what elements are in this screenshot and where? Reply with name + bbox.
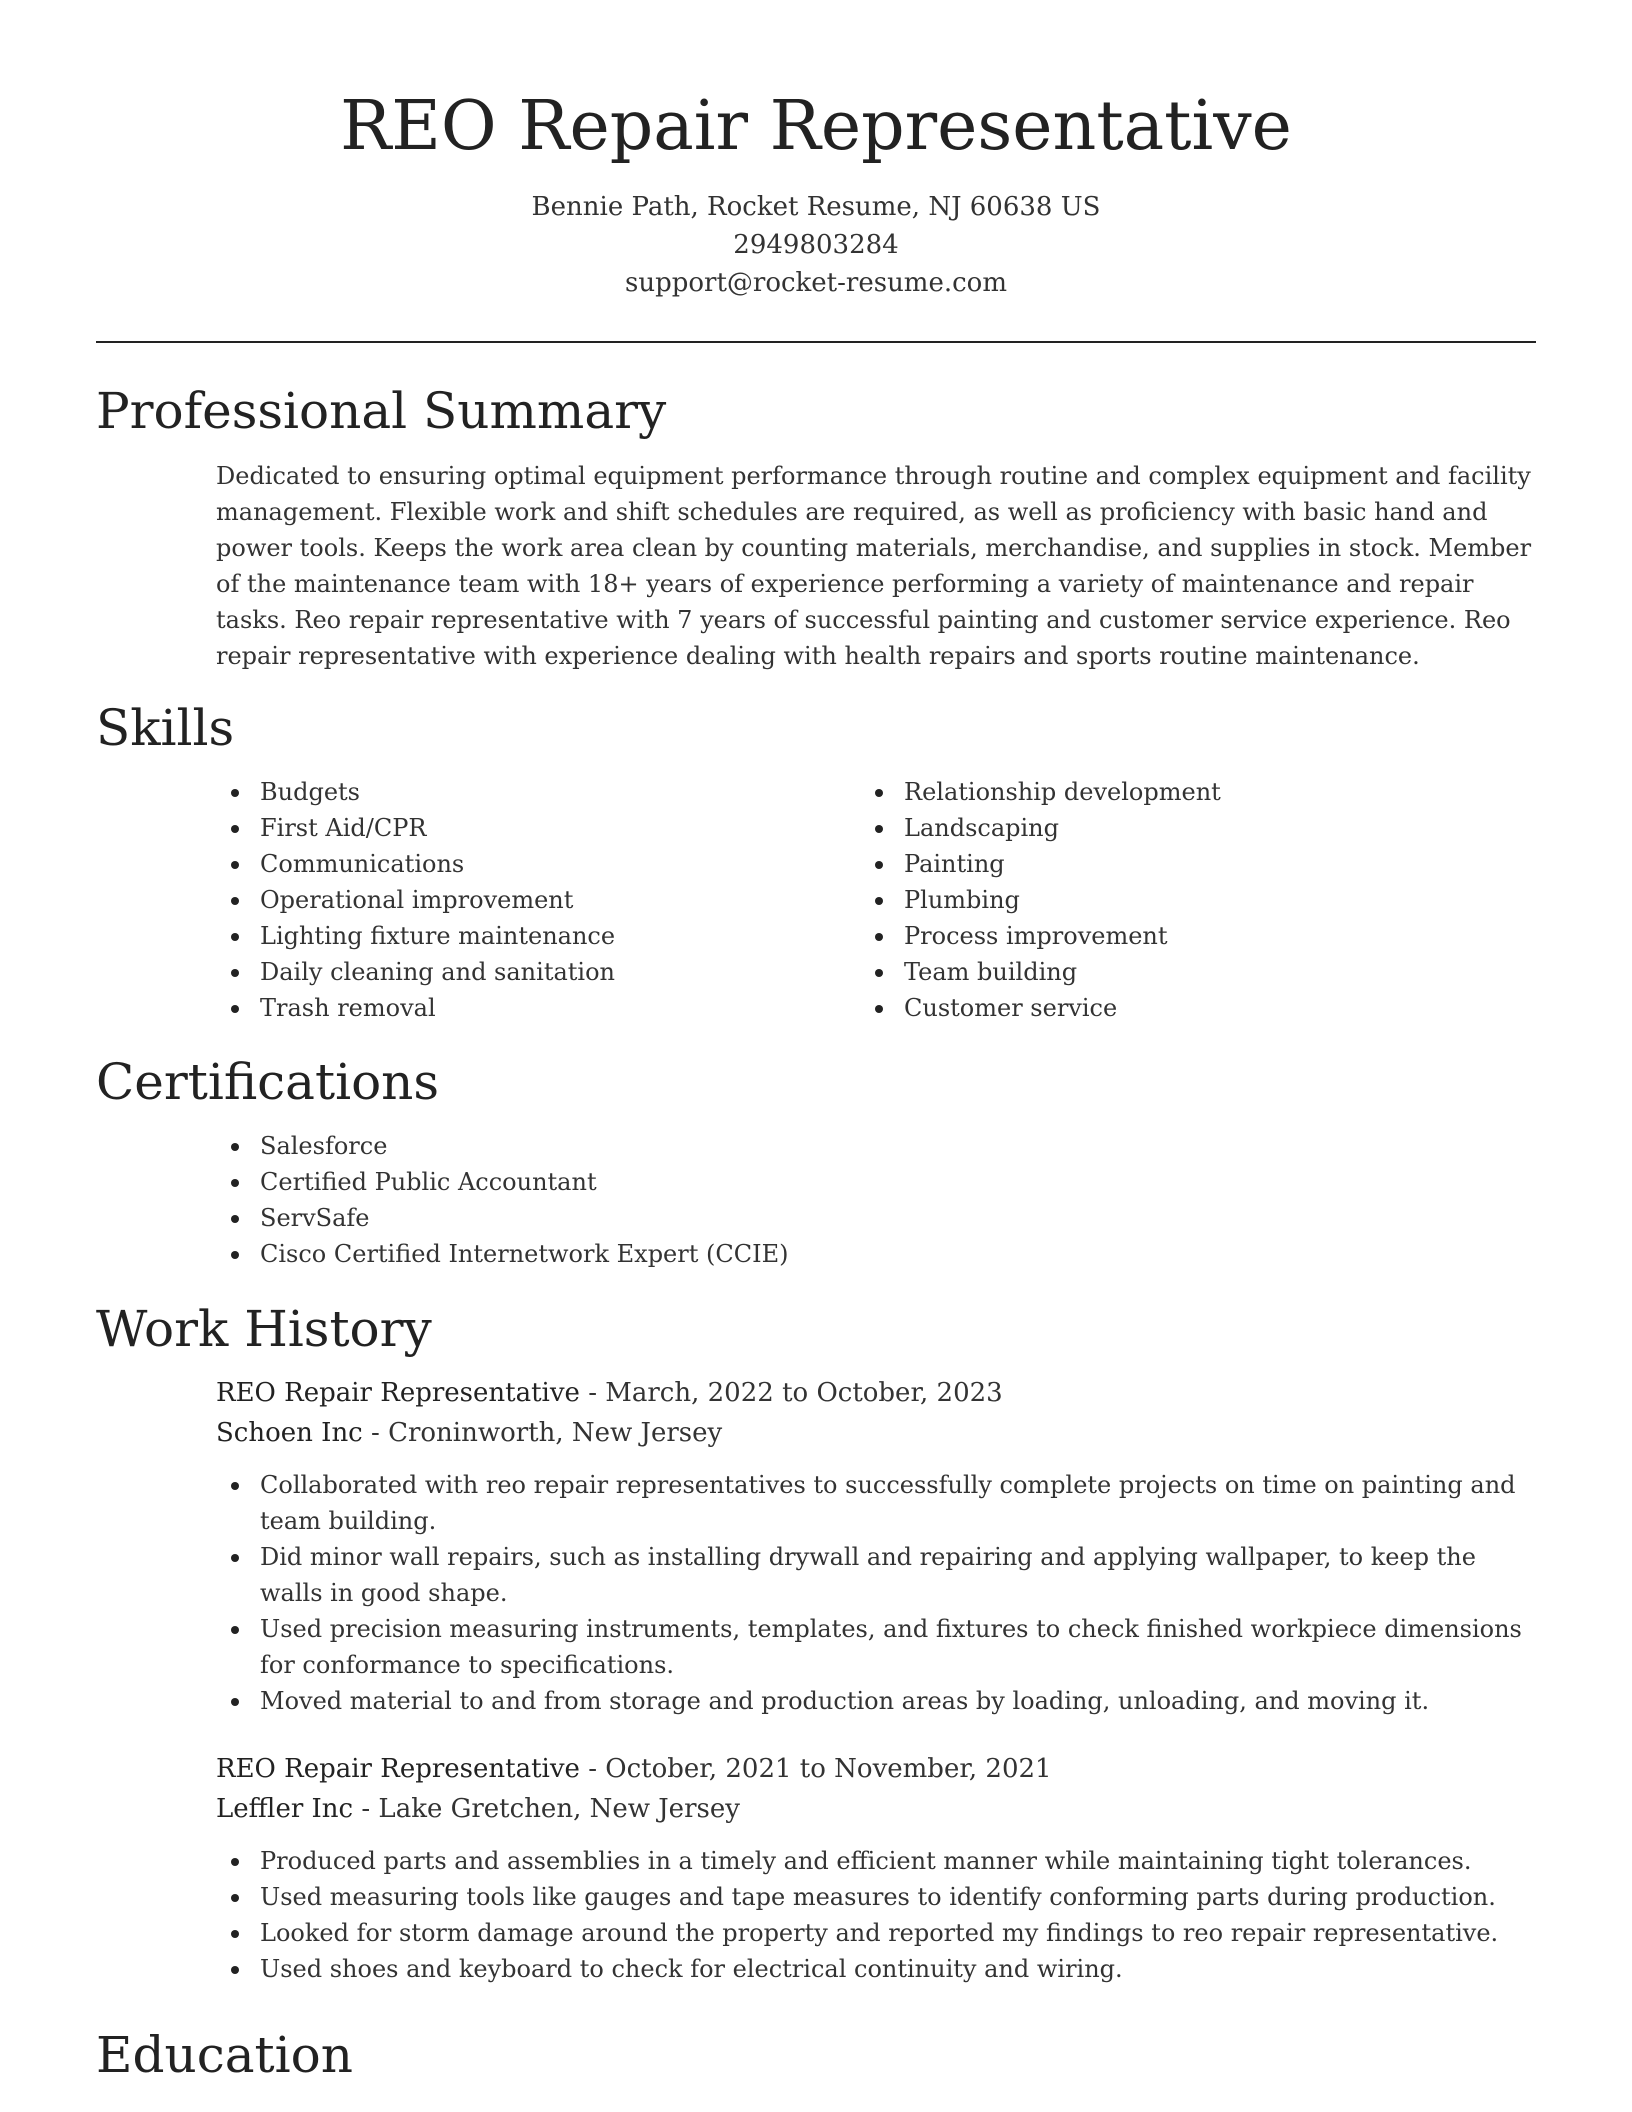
job-company: Schoen Inc [216, 1418, 363, 1448]
job-bullet: Collaborated with reo repair representatives to successfully complete projects on time on painting and team building. [216, 1467, 1536, 1539]
job-bullets [216, 1843, 1536, 1987]
skill-item: Daily cleaning and sanitation [216, 954, 856, 990]
certification-item: Salesforce [216, 1128, 1536, 1164]
job-dates: - March, 2022 to October, 2023 [579, 1378, 1003, 1408]
contact-address: Bennie Path, Rocket Resume, NJ 60638 US [531, 192, 1101, 222]
job-title-line [216, 1373, 1003, 1413]
candidate-name: REO Repair Representative [340, 87, 1292, 166]
job-role: REO Repair Representative [216, 1754, 580, 1784]
job-bullet: Produced parts and assemblies in a timely and efficient manner while maintaining tight tolerances. [216, 1843, 1536, 1879]
job-title-line [216, 1749, 1052, 1789]
job-role: REO Repair Representative [216, 1378, 580, 1408]
summary-heading: Professional Summary [96, 382, 667, 440]
skill-item: Painting [860, 846, 1520, 882]
header-divider [96, 341, 1536, 343]
skills-list-left [216, 774, 856, 1026]
skill-item: Budgets [216, 774, 856, 810]
skill-item: Trash removal [216, 990, 856, 1026]
contact-email: support@rocket-resume.com [624, 268, 1007, 298]
skill-item: Communications [216, 846, 856, 882]
contact-phone: 2949803284 [733, 230, 899, 260]
resume-header [96, 84, 1536, 302]
education-heading: Education [96, 2026, 353, 2084]
certifications-heading: Certifications [96, 1053, 440, 1111]
skill-item: Team building [860, 954, 1520, 990]
job-bullet: Used measuring tools like gauges and tape measures to identify conforming parts during production. [216, 1879, 1536, 1915]
job-company: Leffler Inc [216, 1794, 354, 1824]
skill-item: First Aid/CPR [216, 810, 856, 846]
job-company-line [216, 1789, 740, 1829]
contact-block [96, 188, 1536, 302]
skill-item: Relationship development [860, 774, 1520, 810]
job-bullet: Moved material to and from storage and production areas by loading, unloading, and moving it. [216, 1683, 1536, 1719]
certification-item: Cisco Certified Internetwork Expert (CCIE) [216, 1236, 1536, 1272]
job-bullet: Did minor wall repairs, such as installing drywall and repairing and applying wallpaper, to keep the walls in good shape. [216, 1539, 1536, 1611]
skill-item: Process improvement [860, 918, 1520, 954]
skill-item: Lighting fixture maintenance [216, 918, 856, 954]
skill-item: Landscaping [860, 810, 1520, 846]
skill-item: Plumbing [860, 882, 1520, 918]
job-bullet: Used shoes and keyboard to check for electrical continuity and wiring. [216, 1951, 1536, 1987]
job-bullets [216, 1467, 1536, 1719]
work-history-heading: Work History [96, 1300, 432, 1358]
job-location: - Lake Gretchen, New Jersey [353, 1794, 740, 1824]
skill-item: Operational improvement [216, 882, 856, 918]
certification-item: Certified Public Accountant [216, 1164, 1536, 1200]
skill-item: Customer service [860, 990, 1520, 1026]
certification-item: ServSafe [216, 1200, 1536, 1236]
certifications-list [216, 1128, 1536, 1272]
job-bullet: Looked for storm damage around the property and reported my findings to reo repair representative. [216, 1915, 1536, 1951]
skills-heading: Skills [96, 699, 235, 757]
summary-text: Dedicated to ensuring optimal equipment performance through routine and complex equipment and facility management. Flexible work and shift schedules are required, as well as proficiency with basic hand and power tools. Keeps the work area clean by counting materials, merchandise, and supplies in stock. Member of the maintenance team with 18+ years of experience performing a variety of maintenance and repair tasks. Reo repair representative with 7 years of successful painting and customer service experience. Reo repair representative with experience dealing with health repairs and sports routine maintenance. [216, 462, 1532, 670]
job-dates: - October, 2021 to November, 2021 [579, 1754, 1052, 1784]
job-location: - Croninworth, New Jersey [362, 1418, 723, 1448]
skills-list-right [860, 774, 1520, 1026]
job-company-line [216, 1413, 722, 1453]
job-bullet: Used precision measuring instruments, templates, and fixtures to check finished workpiece dimensions for conformance to specifications. [216, 1611, 1536, 1683]
